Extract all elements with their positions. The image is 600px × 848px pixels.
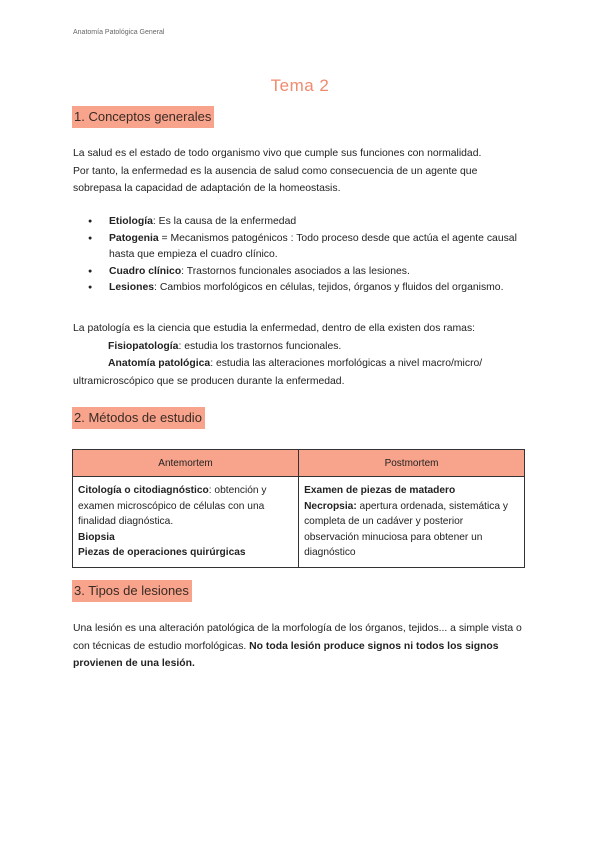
list-item-term: Etiología [109, 216, 153, 227]
cell-term: Necropsia: [304, 500, 357, 512]
cell-term: Biopsia [78, 531, 115, 543]
list-item-text: : Es la causa de la enfermedad [152, 216, 297, 227]
branch-term: Anatomía patológica [108, 358, 211, 369]
branch-fisiopatologia [73, 338, 535, 356]
intro-line: sobrepasa la capacidad de adaptación de la homeostasis. [73, 183, 341, 194]
table-header-postmortem: Postmortem [299, 450, 525, 477]
cell-text: apertura ordenada, sistemática y completa de un cadáver y posterior observación minuciosa para obtener un diagnóstico [304, 500, 508, 558]
intro-line: La salud es el estado de todo organismo vivo que cumple sus funciones con normalidad. [73, 148, 482, 159]
table-header-row [73, 450, 525, 477]
lesiones-bold: No toda lesión produce signos ni todos los signos provienen de una lesión. [73, 640, 499, 669]
list-item-term: Patogenia [109, 232, 159, 244]
section-heading-metodos: 2. Métodos de estudio [72, 407, 205, 429]
branches-paragraph [73, 320, 535, 390]
branch-text: : estudia los trastornos funcionales. [178, 340, 342, 352]
list-item-text: : Cambios morfológicos en células, tejidos, órganos y fluidos del organismo. [154, 282, 504, 293]
cell-block [304, 501, 508, 559]
intro-line: Por tanto, la enfermedad es la ausencia de salud como consecuencia de un agente que [73, 165, 478, 177]
branch-text: : estudia las alteraciones morfológicas a nivel macro/micro/ [210, 358, 483, 369]
cell-text: : obtención y examen microscópico de células con una finalidad diagnóstica. [78, 485, 267, 527]
table-header-antemortem: Antemortem [73, 450, 299, 477]
table-row [73, 477, 525, 568]
list-item-text: = Mecanismos patogénicos : Todo proceso desde que actúa el agente causal hasta que empieza el cuadro clínico. [109, 232, 517, 260]
branches-intro: La patología es la ciencia que estudia la enfermedad, dentro de ella existen dos ramas: [73, 323, 476, 334]
list-item [73, 264, 535, 281]
list-item [73, 214, 535, 231]
list-item-term: Cuadro clínico [109, 265, 182, 277]
cell-term: Examen de piezas de matadero [304, 485, 456, 496]
definitions-list [73, 214, 535, 297]
lesiones-paragraph [73, 620, 523, 673]
branch-continuation: ultramicroscópico que se producen durante la enfermedad. [73, 375, 345, 387]
list-item [73, 231, 535, 264]
list-item-term: Lesiones [109, 282, 155, 293]
cell-term: Piezas de operaciones quirúrgicas [78, 547, 246, 558]
cell-block [78, 485, 267, 527]
section-heading-conceptos: 1. Conceptos generales [72, 106, 214, 128]
lesiones-text: Una lesión es una alteración patológica de la morfología de los órganos, tejidos... a simple vista o con técnicas de estudio morfológicas. [73, 623, 522, 652]
page-title: Tema 2 [270, 76, 330, 95]
list-item [73, 280, 535, 297]
running-header: Anatomía Patológica General [73, 29, 165, 36]
list-item-text: : Trastornos funcionales asociados a las lesiones. [181, 265, 410, 277]
study-methods-table [72, 449, 525, 568]
section-heading-tipos: 3. Tipos de lesiones [72, 580, 192, 602]
branch-term: Fisiopatología [108, 340, 179, 352]
branch-anatomia [73, 355, 535, 373]
intro-paragraph [73, 145, 535, 198]
cell-term: Citología o citodiagnóstico [78, 485, 209, 496]
table-cell-antemortem [73, 477, 299, 568]
table-cell-postmortem [299, 477, 525, 568]
